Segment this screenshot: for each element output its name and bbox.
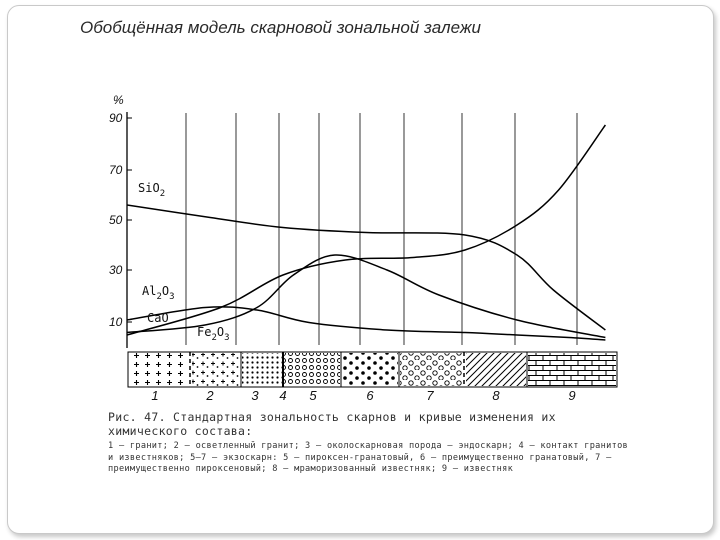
zone-6-garnet-pattern — [342, 353, 398, 386]
lithology-strip — [128, 352, 617, 387]
composition-curves — [127, 125, 605, 340]
y-tick-label: 70 — [109, 163, 123, 177]
series-line-al2o3 — [127, 125, 605, 335]
zone-number-9: 9 — [568, 388, 576, 403]
zone-number-3: 3 — [251, 388, 259, 403]
series-line-sio2 — [127, 205, 605, 330]
zone-7-pyroxene-pattern — [400, 353, 462, 386]
zone-grid-lines — [186, 113, 577, 345]
y-ticks — [109, 111, 132, 329]
zone-8-marble-pattern — [466, 353, 526, 386]
zone-number-7: 7 — [426, 388, 434, 403]
zone-5-pyroxene-garnet-pattern — [284, 353, 340, 386]
series-label-fe2o3: $Fe_2O_3$ — [197, 325, 230, 343]
y-tick-label: 90 — [109, 111, 123, 125]
series-label-cao: CaO — [147, 311, 169, 325]
y-tick-label: 50 — [109, 213, 123, 227]
series-label-sio2: SiO$_2$ — [138, 181, 166, 199]
zone-number-4: 4 — [279, 388, 287, 403]
caption-title: Рис. 47. Стандартная зональность скарнов и кривые изменения их химического состава: — [108, 410, 556, 438]
zone-number-1: 1 — [151, 388, 159, 403]
zone-3-endoskarn-pattern — [242, 353, 282, 386]
y-tick-label: 30 — [109, 263, 123, 277]
zone-number-2: 2 — [206, 388, 214, 403]
figure-caption — [108, 410, 638, 476]
series-label-al2o3: $Al_2O_3$ — [142, 284, 175, 302]
zone-number-8: 8 — [492, 388, 500, 403]
zone-number-5: 5 — [309, 388, 317, 403]
zone-number-6: 6 — [366, 388, 374, 403]
y-axis-unit: % — [113, 93, 124, 107]
zone-numbers — [151, 388, 575, 403]
zone-1-granite-pattern — [129, 353, 187, 386]
zone-2-bleached-granite-pattern — [192, 353, 240, 386]
zone-9-limestone-pattern — [528, 353, 616, 386]
y-tick-label: 10 — [109, 315, 123, 329]
caption-legend: 1 — гранит; 2 — осветленный гранит; 3 — околоскарновая порода — эндоскарн; 4 — контакт гранитов и известняков; 5—7 — экзоскарн: 5 — пироксен-гранатовый, 6 — преимущественно гранатовый, 7 — преимущественно пироксеновый; 8 — мраморизованный известняк; 9 — известняк — [108, 441, 629, 474]
slide-title: Обобщённая модель скарновой зональной залежи — [80, 18, 481, 37]
